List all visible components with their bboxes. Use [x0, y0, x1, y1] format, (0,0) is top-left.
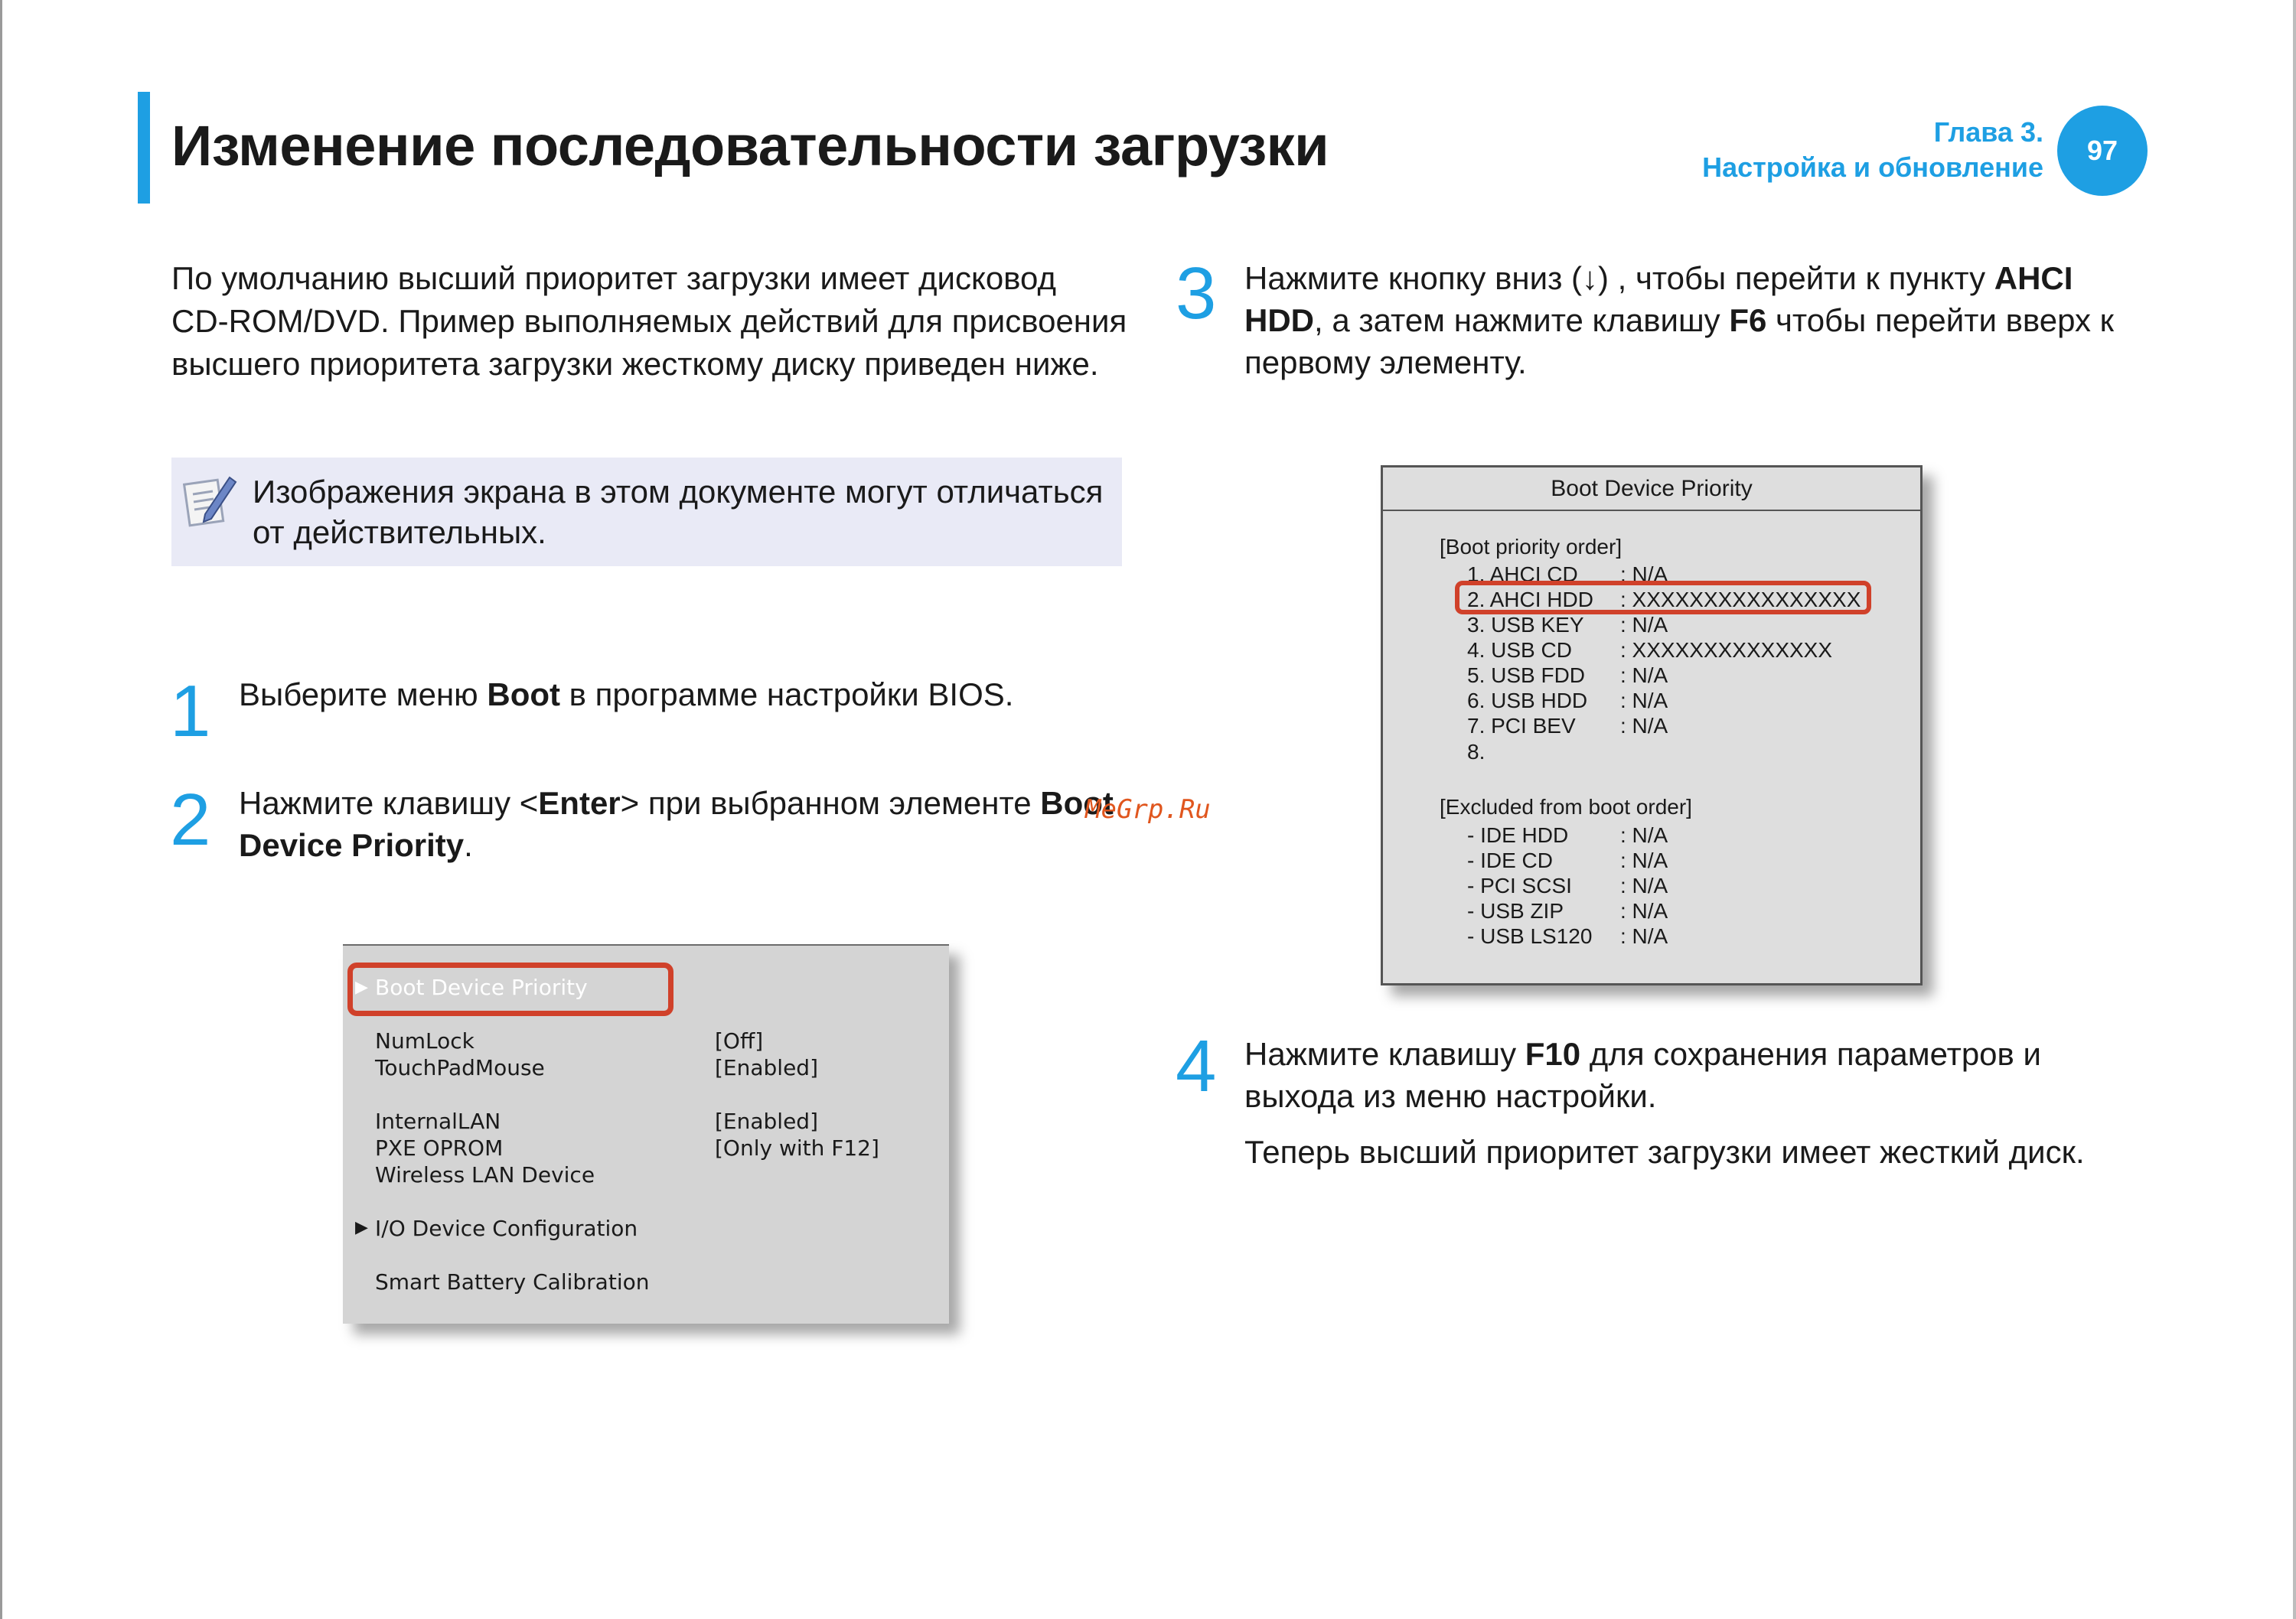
boot-entry: 6. USB HDD — [1467, 689, 1588, 712]
boot-entry-value: : N/A — [1620, 663, 1668, 687]
step-number: 1 — [170, 670, 211, 752]
excluded-entry: - USB ZIP — [1467, 899, 1564, 923]
bios-item: I/O Device Configuration — [375, 1216, 638, 1241]
bios-item-value: [Off] — [715, 1028, 764, 1054]
chapter-label — [1702, 115, 2043, 185]
note-text — [253, 471, 1110, 552]
boot-entry-value: : N/A — [1620, 714, 1668, 738]
bios-item: NumLock — [375, 1028, 475, 1054]
step-3-text: Нажмите кнопку вниз (↓) , чтобы перейти к пункту AHCI HDD, а затем нажмите клавишу F6 чтобы перейти вверх к первому элементу. — [1244, 260, 2115, 380]
boot-entry: 5. USB FDD — [1467, 663, 1586, 687]
page-number-badge: 97 — [2057, 106, 2148, 196]
step-4-text: Нажмите клавишу F10 для сохранения параметров и выхода из меню настройки. Теперь высший приоритет загрузки имеет жесткий диск. — [1244, 1036, 2085, 1170]
chapter-number: Глава 3. — [1933, 116, 2043, 148]
section-header: [Boot priority order] — [1440, 535, 1623, 559]
section-header: [Excluded from boot order] — [1440, 795, 1692, 819]
watermark: MeGrp.Ru — [1085, 794, 1211, 825]
excluded-entry-value: : N/A — [1620, 849, 1668, 872]
bios-item-value: [Enabled] — [715, 1055, 818, 1080]
step-number: 4 — [1176, 1025, 1217, 1107]
bios-item: PXE OPROM — [375, 1135, 504, 1161]
boot-entry: 8. — [1467, 740, 1486, 764]
step-1-text: Выберите меню Boot в программе настройки BIOS. — [239, 676, 1014, 712]
bios-menu-screenshot — [343, 944, 949, 1324]
note-pencil-icon — [182, 471, 237, 529]
excluded-entry-value: : N/A — [1620, 874, 1668, 897]
note-line: от действительных. — [253, 514, 546, 550]
note-line: Изображения экрана в этом документе могут отличаться — [253, 474, 1104, 510]
step-number: 3 — [1176, 252, 1217, 334]
highlight-frame — [1455, 581, 1871, 614]
boot-entry-value: : XXXXXXXXXXXXXX — [1620, 638, 1833, 662]
bios-item: Wireless LAN Device — [375, 1162, 595, 1187]
page-edge — [2293, 0, 2296, 1619]
excluded-entry-value: : N/A — [1620, 899, 1668, 923]
intro-line: По умолчанию высший приоритет загрузки имеет дисковод — [171, 260, 1056, 296]
bios-item: TouchPadMouse — [375, 1055, 545, 1080]
boot-entry-value: : XXXXXXXXXXXXXXXX — [1620, 588, 1861, 611]
boot-entry-value: : N/A — [1620, 562, 1668, 586]
excluded-entry: - USB LS120 — [1467, 924, 1593, 948]
bios-item: Smart Battery Calibration — [375, 1269, 650, 1295]
boot-entry: 3. USB KEY — [1467, 613, 1584, 637]
boot-entry-value: : N/A — [1620, 613, 1668, 637]
bios-item: Boot Device Priority — [375, 975, 588, 1000]
title-accent-bar — [138, 92, 150, 204]
excluded-entry-value: : N/A — [1620, 823, 1668, 847]
boot-priority-screenshot — [1381, 465, 1923, 985]
boot-entry: 2. AHCI HDD — [1467, 588, 1593, 611]
boot-entry-value: : N/A — [1620, 689, 1668, 712]
step-number: 2 — [170, 779, 211, 861]
bios-item-value: [Only with F12] — [715, 1135, 879, 1161]
chapter-title: Настройка и обновление — [1702, 151, 2043, 183]
intro-line: CD-ROM/DVD. Пример выполняемых действий для присвоения — [171, 303, 1127, 339]
excluded-entry-value: : N/A — [1620, 924, 1668, 948]
page-title: Изменение последовательности загрузки — [171, 114, 1329, 178]
excluded-entry: - IDE CD — [1467, 849, 1553, 872]
triangle-right-icon: ▶ — [355, 978, 368, 997]
triangle-right-icon: ▶ — [355, 1218, 368, 1237]
note-box — [171, 458, 1122, 566]
boot-entry: 7. PCI BEV — [1467, 714, 1576, 738]
excluded-entry: - PCI SCSI — [1467, 874, 1572, 897]
step-2-text: Нажмите клавишу <Enter> при выбранном элементе Boot Device Priority. — [239, 785, 1114, 863]
bios-item: InternalLAN — [375, 1109, 501, 1134]
screen-title: Boot Device Priority — [1383, 467, 1920, 511]
intro-line: высшего приоритета загрузки жесткому диску приведен ниже. — [171, 346, 1099, 382]
boot-entry: 1. AHCI CD — [1467, 562, 1578, 586]
bios-item-value: [Enabled] — [715, 1109, 818, 1134]
page-edge — [0, 0, 2, 1619]
intro-paragraph — [171, 257, 1136, 386]
boot-entry: 4. USB CD — [1467, 638, 1572, 662]
excluded-entry: - IDE HDD — [1467, 823, 1569, 847]
